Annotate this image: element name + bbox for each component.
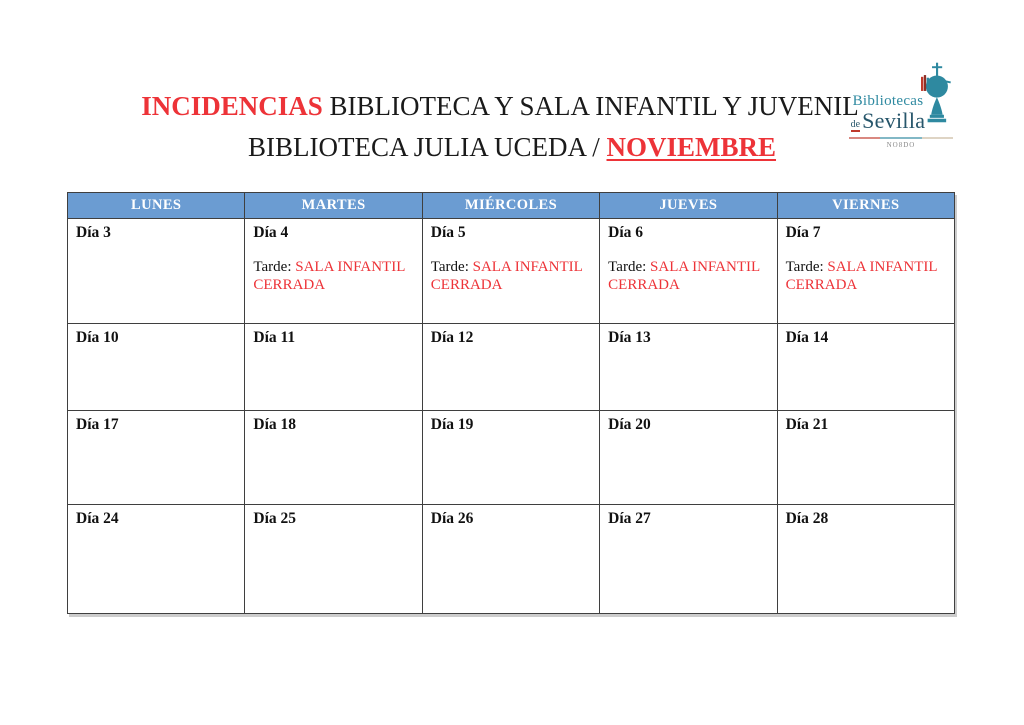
calendar-cell bbox=[422, 219, 599, 324]
bibliotecas-sevilla-logo bbox=[841, 62, 961, 149]
day-label: Día 7 bbox=[785, 224, 821, 241]
column-header-3: MIÉRCOLES bbox=[422, 193, 599, 219]
calendar-cell bbox=[600, 219, 777, 324]
calendar-cell bbox=[777, 505, 954, 614]
day-label: Día 12 bbox=[430, 329, 474, 346]
title-month: NOVIEMBRE bbox=[606, 132, 777, 162]
calendar-cell bbox=[245, 411, 422, 505]
calendar-cell bbox=[600, 324, 777, 411]
calendar-cell bbox=[422, 411, 599, 505]
logo-text-sevilla: Sevilla bbox=[862, 108, 926, 133]
day-label: Día 4 bbox=[253, 224, 289, 241]
incident-note bbox=[608, 258, 768, 294]
day-label: Día 14 bbox=[785, 329, 829, 346]
column-header-2: MARTES bbox=[245, 193, 422, 219]
logo-text-de: de bbox=[850, 119, 861, 130]
day-label: Día 25 bbox=[253, 510, 297, 527]
calendar-week-row bbox=[68, 324, 955, 411]
calendar-cell bbox=[777, 219, 954, 324]
calendar-week-row bbox=[68, 411, 955, 505]
day-label: Día 27 bbox=[608, 510, 651, 527]
logo-wordmark bbox=[851, 94, 926, 134]
logo-text-bibliotecas: Bibliotecas bbox=[852, 93, 924, 109]
day-label: Día 28 bbox=[785, 510, 829, 527]
calendar-cell bbox=[245, 505, 422, 614]
calendar-cell bbox=[600, 505, 777, 614]
calendar-cell bbox=[600, 411, 777, 505]
day-label: Día 24 bbox=[76, 510, 119, 527]
incident-note-label: Tarde: bbox=[785, 259, 828, 275]
calendar-cell bbox=[68, 411, 245, 505]
day-label: Día 21 bbox=[785, 416, 829, 433]
calendar-cell bbox=[68, 505, 245, 614]
calendar-week-row bbox=[68, 505, 955, 614]
incident-note-text: SALA INFANTIL CERRADA bbox=[430, 259, 583, 293]
day-label: Día 6 bbox=[608, 224, 644, 241]
incident-note-text: SALA INFANTIL CERRADA bbox=[608, 259, 760, 293]
day-label: Día 26 bbox=[430, 510, 474, 527]
day-label: Día 18 bbox=[253, 416, 297, 433]
day-label: Día 10 bbox=[76, 329, 119, 346]
incident-note-label: Tarde: bbox=[430, 259, 473, 275]
title-line1-rest: BIBLIOTECA Y SALA INFANTIL Y JUVENIL bbox=[322, 91, 859, 121]
column-header-5: VIERNES bbox=[777, 193, 954, 219]
calendar-cell bbox=[777, 411, 954, 505]
incident-note-text: SALA INFANTIL CERRADA bbox=[253, 259, 405, 293]
day-label: Día 5 bbox=[430, 224, 466, 241]
logo-divider bbox=[849, 137, 953, 139]
incidents-calendar-table bbox=[67, 192, 955, 614]
incident-note-text: SALA INFANTIL CERRADA bbox=[785, 259, 937, 293]
column-header-4: JUEVES bbox=[600, 193, 777, 219]
day-label: Día 3 bbox=[76, 224, 111, 241]
day-label: Día 20 bbox=[608, 416, 651, 433]
calendar-cell bbox=[245, 324, 422, 411]
incident-note bbox=[431, 258, 591, 294]
calendar-cell bbox=[422, 505, 599, 614]
title-incidencias: INCIDENCIAS bbox=[141, 91, 323, 121]
calendar-cell bbox=[245, 219, 422, 324]
column-header-1: LUNES bbox=[68, 193, 245, 219]
calendar-cell bbox=[68, 219, 245, 324]
day-label: Día 17 bbox=[76, 416, 119, 433]
giraldillo-statue-icon bbox=[921, 62, 951, 134]
day-label: Día 19 bbox=[430, 416, 474, 433]
title-line2-prefix: BIBLIOTECA JULIA UCEDA / bbox=[247, 132, 607, 162]
incident-note-label: Tarde: bbox=[253, 259, 296, 275]
incident-note bbox=[786, 258, 946, 294]
calendar-cell bbox=[68, 324, 245, 411]
calendar-cell bbox=[422, 324, 599, 411]
incident-note bbox=[253, 258, 413, 294]
logo-motto-no8do: NO8DO bbox=[886, 141, 916, 149]
day-label: Día 13 bbox=[608, 329, 651, 346]
calendar-week-row bbox=[68, 219, 955, 324]
weekday-header-row bbox=[68, 193, 955, 219]
incident-note-label: Tarde: bbox=[608, 259, 651, 275]
day-label: Día 11 bbox=[253, 329, 296, 346]
calendar-cell bbox=[777, 324, 954, 411]
